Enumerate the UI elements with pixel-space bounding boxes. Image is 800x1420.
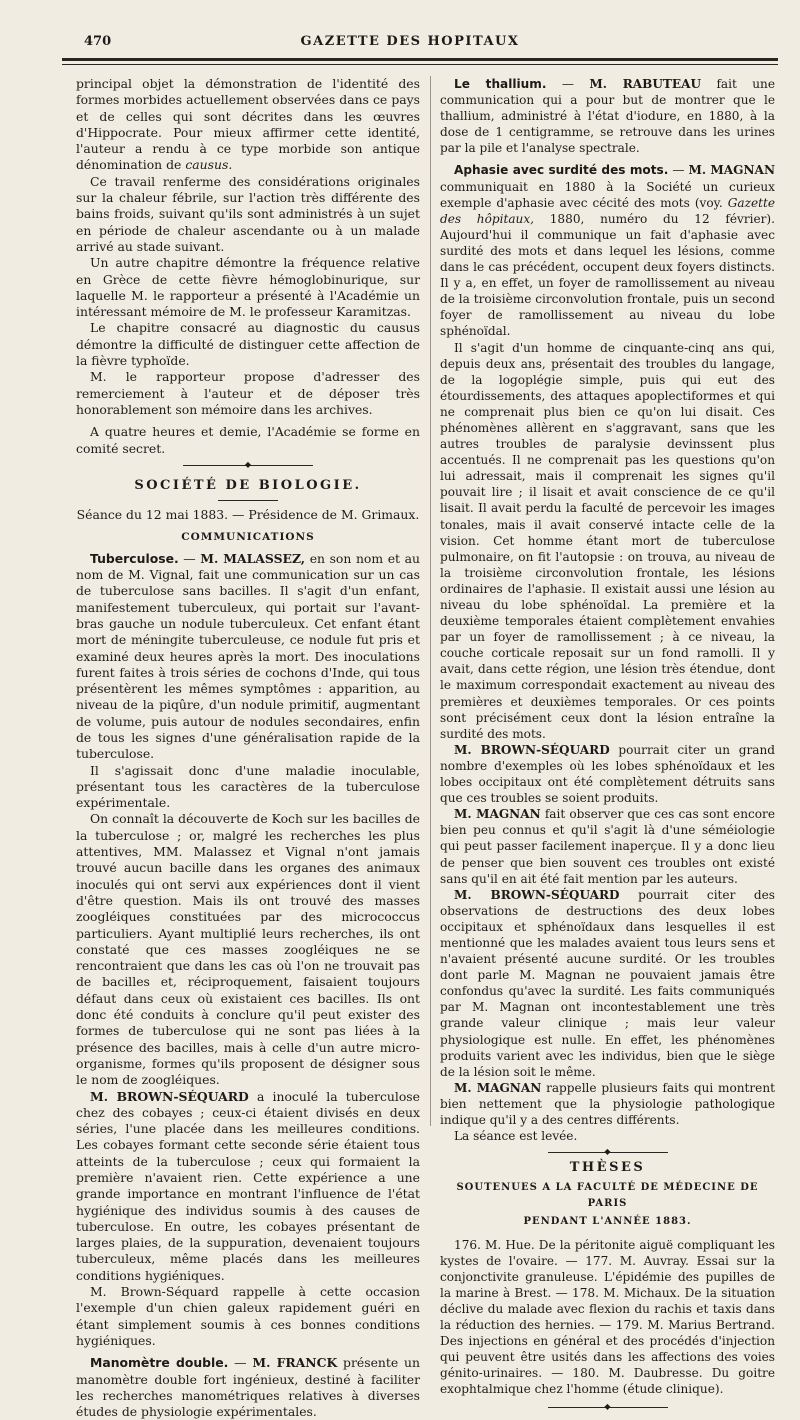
paragraph-text: fait une communication qui a pour but de montrer que le thallium, administré à l'état d'iodure, en 1880, à la dose de 1 centigramme, se retrouve dans les urines par la pile et l'analyse spectrale. [440,77,775,156]
paragraph [440,1080,775,1128]
paragraph: Il s'agit d'un homme de cinquante-cinq ans qui, depuis deux ans, présentait des troubles du langage, de la logoplégie simple, puis qui eut des étourdissements, des attaques apoplectiformes et qui ne comprenait plus bien ce qu'on lui disait. Ces phénomènes allèrent en s'aggravant, sans que les autres troubles de paralysie devinssent plus accentués. Il ne comprenait pas les questions qu'on lui adressait, mais il comprenait les signes qu'il pouvait lire ; il lisait et avait conscience de ce qu'il lisait. Il avait perdu la faculté de percevoir les images tonales, mais il avait conservé intacte celle de la vision. Cet homme étant mort de tuberculose pulmonaire, on fit l'autopsie : on trouva, au niveau de la troisième circonvolution frontale, les lésions ordinaires de l'aphasie. Il existait aussi une lésion au niveau du lobe sphénoïdal. La première et la deuxième temporales étaient complètement envahies par un foyer de ramollissement ; à ce niveau, la couche corticale reposait sur un fond ramolli. Il y avait, dans cette région, une lésion très étendue, dont le maximum correspondait exactement au niveau des premières et deuxièmes temporales. Or ces points sont précisément ceux dont la lésion entraîne la surdité des mots. [440,340,775,741]
paragraph-text: communiquait en 1880 à la Société un curieux exemple d'aphasie avec cécité des mots (voy. [440,179,775,210]
paragraph: A quatre heures et demie, l'Académie se forme en comité secret. [76,424,420,456]
section-title: SOCIÉTÉ DE BIOLOGIE. [134,477,362,493]
speaker-name: M. MALASSEZ, [200,550,306,566]
title-underline [218,500,278,501]
paragraph [440,806,775,886]
page-header [60,34,760,54]
paragraph [76,1089,420,1285]
speaker-name: M. BROWN-SÉQUARD [454,742,610,757]
paragraph-text: en son nom et au nom de M. Vignal, fait une communication sur un cas de tuberculose sans bacilles. Il s'agit d'un enfant, manifestement tuberculeux, qui portait sur l'avant-bras gauche un nodule tuberculeux. Cet enfant étant mort de méningite tuberculeuse, ce nodule fut pris et examiné deux heures après la mort. Des inoculations furent faites à trois séries de cochons d'Inde, qui tous présentèrent les mêmes symptômes : apparition, au niveau de la piqûre, d'un nodule primitif, augmentant de volume, puis autour de nodules secondaires, enfin de tous les signes d'une généralisation rapide de la tuberculose. [76,550,420,762]
paragraph: Tuberculose. — M. MALASSEZ, en son nom et au nom de M. Vignal, fait une communication sur un cas de tuberculose sans bacilles. Il s'agit d'un enfant, manifestement tuberculeux, qui portait sur l'avant-bras gauche un nodule tuberculeux. Cet enfant étant mort de méningite tuberculeuse, ce nodule fut pris et examiné deux heures après la mort. Des inoculations furent faites à trois séries de cochons d'Inde, qui tous présentèrent les mêmes symptômes : apparition, au niveau de la piqûre, d'un nodule primitif, augmentant de volume, puis autour de nodules secondaires, enfin de tous les signes d'une généralisation rapide de la tuberculose. [76,550,420,762]
subtitle: SOUTENUES A LA FACULTÉ DE MÉDECINE DE PARIS [456,1182,759,1210]
section-separator [183,462,313,468]
section-separator [548,1149,668,1155]
speaker-name: M. BROWN-SÉQUARD [90,1088,249,1104]
session-line: Séance du 12 mai 1883. — Présidence de M. Grimaux. [76,507,420,523]
subsection-heading: COMMUNICATIONS [181,531,315,544]
speaker-name: M. RABUTEAU [589,77,702,91]
topic-heading: Aphasie avec surdité des mots. [454,163,669,178]
speaker-name: M. MAGNAN [688,163,775,178]
paragraph [440,887,775,1080]
topic-heading: Tuberculose. [90,550,179,566]
column-divider [430,76,431,1126]
page-number: 470 [84,34,112,49]
speaker-name: M. BROWN-SÉQUARD [454,887,620,902]
paragraph: Ce travail renferme des considérations originales sur la chaleur fébrile, sur l'action très différente des bains froids, suivant qu'ils sont administrés à un sujet en période de chaleur ascendante ou à un malade arrivé au stade suivant. [76,173,420,254]
paragraph: Le thallium. — M. RABUTEAU fait une communication qui a pour but de montrer que le thallium, administré à l'état d'iodure, en 1880, à la dose de 1 centigramme, se retrouve dans les urines par la pile et l'analyse spectrale. [440,77,775,156]
paragraph: Aphasie avec surdité des mots. — M. MAGNAN communiquait en 1880 à la Société un curieux exemple d'aphasie avec cécité des mots (voy. Gazette des hôpitaux, 1880, numéro du 12 février). Aujourd'hui il communique un fait d'aphasie avec surdité des mots et dans lequel les lésions, comme dans le cas précédent, occupent deux foyers distincts. Il y a, en effet, un foyer de ramollissement au niveau de la troisième circonvolution frontale, puis un second foyer de ramollissement au niveau du lobe sphénoïdal. [440,163,775,339]
right-column [440,76,775,1415]
paragraph [440,742,775,806]
paragraph-text: rappelle plusieurs faits qui montrent bien nettement que la physiologie pathologique indique qu'il y a des centres différents. [440,1080,775,1127]
paragraph: Un autre chapitre démontre la fréquence relative en Grèce de cette fièvre hémoglobinurique, sur laquelle M. le rapporteur a présenté à l'Académie un intéressant mémoire de M. le professeur Karamitzas. [76,255,420,320]
paragraph-text: pourrait citer des observations de destructions des deux lobes occipitaux et sphénoïdaux dans lesquelles il est mentionné que les malades avaient tous leurs sens et n'avaient présenté aucune surdité. Or les troubles dont parle M. Magnan ne pouvaient jamais être confondus qu'avec la surdité. Les faits communiqués par M. Magnan ont incontestablement une très grande valeur clinique ; mais leur valeur physiologique est nulle. En effet, les phénomènes produits varient avec les individus, bien que le siège de la lésion soit le même. [440,887,775,1079]
paragraph-text: pourrait citer un grand nombre d'exemples où les lobes sphénoïdaux et les lobes occipitaux ont été complètement détruits sans que ces troubles se soient produits. [440,742,775,806]
paragraph: M. Brown-Séquard rappelle à cette occasion l'exemple d'un chien galeux rapidement guéri en étant simplement soumis à ces bonnes conditions hygiéniques. [76,1284,420,1348]
paragraph-text: 1880, numéro du 12 février). Aujourd'hui il communique un fait d'aphasie avec surdité des mots et dans lequel les lésions, comme dans le cas précédent, occupent deux foyers distincts. Il y a, en effet, un foyer de ramollissement au niveau de la troisième circonvolution frontale, puis un second foyer de ramollissement au niveau du lobe sphénoïdal. [440,211,775,339]
paragraph: La séance est levée. [454,1129,578,1144]
paragraph: Manomètre double. — M. FRANCK présente un manomètre double fort ingénieux, destiné à faciliter les recherches manométriques relatives à diverses études de physiologie expérimentales. [76,1355,420,1420]
left-column [76,76,420,1420]
speaker-name: M. MAGNAN [454,807,541,822]
paragraph-text: présente un manomètre double fort ingénieux, destiné à faciliter les recherches manométriques relatives à diverses études de physiologie expérimentales. [76,1355,420,1420]
header-rule-thin [62,64,778,65]
paragraph: Le chapitre consacré au diagnostic du causus démontre la difficulté de distinguer cette affection de la fièvre typhoïde. [76,320,420,369]
paragraph: On connaît la découverte de Koch sur les bacilles de la tuberculose ; or, malgré les recherches les plus attentives, MM. Malassez et Vignal n'ont jamais trouvé aucun bacille dans les organes des animaux inoculés qui ont servi aux expériences dont il vient d'être question. Mais ils ont trouvé des masses zoogléiques constituées par des micrococcus particuliers. Ayant multiplié leurs recherches, ils ont constaté que ces masses zoogléiques ne se rencontraient que dans les cas où l'on ne trouvait pas de bacilles et, réciproquement, faisaient toujours défaut dans ceux où existaient ces bacilles. Ils ont donc été conduits à conclure qu'il peut exister des formes de tuberculose qui ne sont pas liées à la présence des bacilles, mais à celle d'un autre micro-organisme, formes qu'ils proposent de désigner sous le nom de zoogléiques. [76,811,420,1088]
paragraph-text: fait observer que ces cas sont encore bien peu connus et qu'il s'agit là d'une séméiologie qui peut passer facilement inaperçue. Il y a donc lieu de penser que bien souvent ces troubles ont existé sans qu'il en ait été fait mention par les auteurs. [440,807,775,886]
section-separator [548,1404,668,1410]
speaker-name: M. MAGNAN [454,1080,542,1095]
paragraph: Il s'agissait donc d'une maladie inoculable, présentant tous les caractères de la tuberculose expérimentale. [76,762,420,811]
paragraph-text: a inoculé la tuberculose chez des cobayes ; ceux-ci étaient divisés en deux séries, l'une placée dans les meilleures conditions. Les cobayes formant cette seconde série étaient tous atteints de la tuberculose ; ceux qui formaient la première n'avaient rien. Cette expérience a une grande importance en montrant l'influence de l'état hygiénique des individus soumis à des causes de tuberculose. En outre, les cobayes présentant de larges plaies, de la suppuration, devenaient toujours tuberculeux, même placés dans les meilleures conditions hygiéniques. [76,1088,420,1283]
topic-heading: Le thallium. [454,77,547,91]
italic-term: causus. [185,157,233,173]
paragraph-text: principal objet la démonstration de l'identité des formes morbides actuellement observées dans ce pays et de celles qui sont décrites dans les œuvres d'Hippocrate. Pour mieux affirmer cette identité, l'auteur a rendu à ce type morbide son antique dénomination de [76,76,420,173]
subtitle: PENDANT L'ANNÉE 1883. [523,1216,692,1228]
paragraph: M. le rapporteur propose d'adresser des remerciement à l'auteur et de déposer très honorablement son mémoire dans les archives. [76,369,420,417]
italic-citation: Gazette des hôpitaux, [440,195,775,226]
speaker-name: M. FRANCK [252,1355,338,1371]
section-title: THÈSES [569,1160,646,1176]
paragraph [76,76,420,174]
topic-heading: Manomètre double. [90,1355,229,1371]
paragraph: 176. M. Hue. De la péritonite aiguë compliquant les kystes de l'ovaire. — 177. M. Auvray. Essai sur la conjonctivite granuleuse. L'épidémie des pupilles de la marine à Brest. — 178. M. Michaux. De la situation déclive du malade avec flexion du rachis et taxis dans la réduction des hernies. — 179. M. Marius Bertrand. Des injections en général et des procédés d'injection qui peuvent être usités dans les affections des voies génito-urinaires. — 180. M. Daubresse. Du goitre exophtalmique chez l'homme (étude clinique). [440,1237,775,1397]
running-title: GAZETTE DES HOPITAUX [300,34,520,49]
header-rule-thick [62,58,778,61]
